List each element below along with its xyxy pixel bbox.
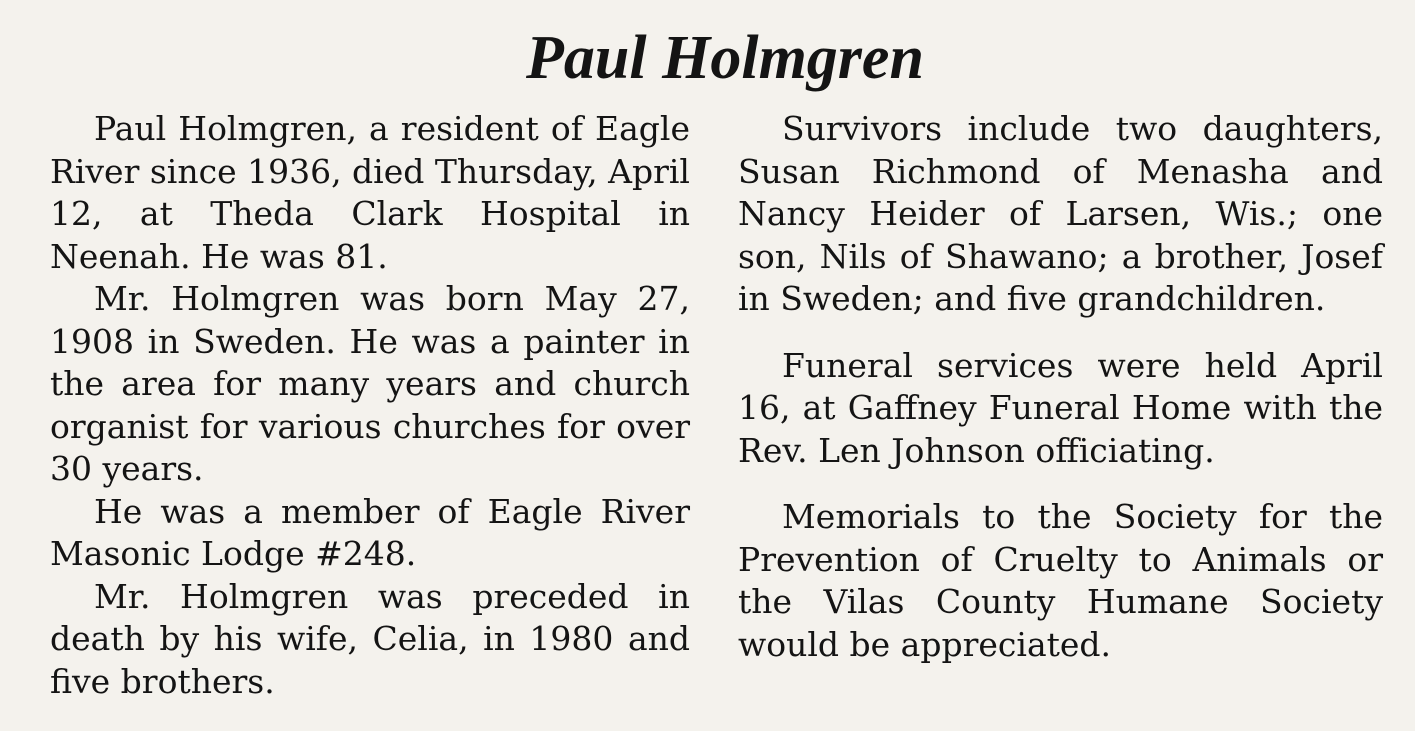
paragraph-preceded: Mr. Holmgren was preceded in death by his wife, Celia, in 1980 and five brothers. — [50, 576, 690, 701]
paragraph-survivors: Survivors include two daughters, Susan Richmond of Menasha and Nancy Heider of Larsen, Wis.; one son, Nils of Shawano; a brother, Josef in Sweden; and five grandchildren. — [738, 109, 1383, 318]
paragraph-residence: Paul Holmgren, a resident of Eagle River since 1936, died Thursday, April 12, at Theda Clark Hospital in Neenah. He was 81. — [50, 109, 690, 276]
right-column — [738, 108, 1383, 666]
paragraph-services: Funeral services were held April 16, at Gaffney Funeral Home with the Rev. Len Johnson officiating. — [738, 345, 1383, 470]
left-column — [50, 108, 690, 703]
obituary-title: Paul Holmgren — [526, 24, 924, 92]
paragraph-memorials: Memorials to the Society for the Prevention of Cruelty to Animals or the Vilas County Humane Society would be appreciated. — [738, 497, 1383, 664]
paragraph-birth: Mr. Holmgren was born May 27, 1908 in Sweden. He was a painter in the area for many years and church organist for various churches for over 30 years. — [50, 279, 690, 488]
paragraph-membership: He was a member of Eagle River Masonic Lodge #248. — [50, 491, 690, 573]
